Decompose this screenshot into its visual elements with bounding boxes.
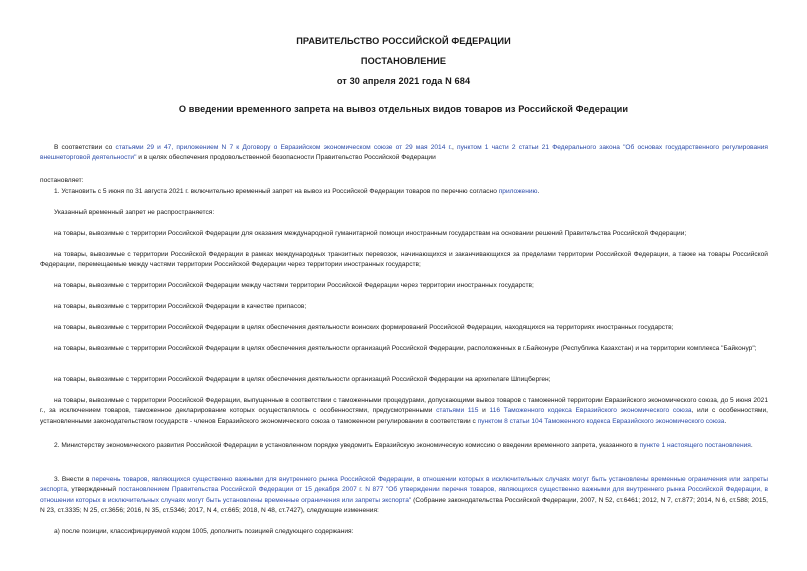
government-heading: ПРАВИТЕЛЬСТВО РОССИЙСКОЙ ФЕДЕРАЦИИ [296,36,511,46]
clause-3-paragraph [40,475,768,517]
clause-1-link[interactable]: пункте 1 настоящего постановления [639,442,751,449]
clause-2-paragraph [40,441,768,451]
article-104-link[interactable]: пунктом 8 статьи 104 Таможенного кодекса Евразийского экономического союза [477,417,725,425]
clause-1-text: 1. Установить с 5 июня по 31 августа 2021 г. включительно временный запрет на вывоз из Российской Федерации товаров по перечню согласно [54,188,499,195]
preamble-text: и в целях обеспечения продовольственной безопасности Правительство Российской Федерации [136,154,436,162]
exception-supplies: на товары, вывозимые с территории Российской Федерации в качестве припасов; [54,303,307,310]
document-type: ПОСТАНОВЛЕНИЕ [360,56,447,66]
clause-3-text: 3. Внести в [54,476,92,483]
exception-transit: на товары, вывозимые с территории Российской Федерации в рамках международных транзитных перевозок, начинающихся и заканчивающихся за пределами территории Российской Федерации, а также на товары Российской Федерации, перемещаемые между частями территории Российской Федерации через территории иностранных государств; [40,251,768,269]
preamble-text: В соответствии со [54,144,116,151]
document-date: от 30 апреля 2021 года N 684 [336,76,471,86]
exception-spitsbergen: на товары, вывозимые с территории Российской Федерации в целях обеспечения деятельности организаций Российской Федерации на архипелаге Шпицберген; [54,376,551,383]
article-115-link[interactable]: статьями 115 [436,407,479,415]
customs-text: на товары, вывозимые с территории Российской Федерации, выпущенные в соответствии с таможенными процедурами, допускающими вывоз товаров с таможенной территории Евразийского экономического союза, до 5 июня 2021 г., за исключением товаров, таможенное декларирование которых осуществлялось с особенностями, предусмотренными [40,397,768,415]
treaty-link[interactable]: статьями 29 и 47, приложением N 7 к Договору о Евразийском экономическом союзе от 29 мая 2014 г. [115,144,452,151]
preamble-text: , [452,144,457,151]
goods-list-link[interactable]: перечень товаров, являющихся существенно важными для внутреннего рынка Российской Федерации, в отношении которых в исключительных случаях могут быть установлены временные ограничения или запреты экспорта [40,476,768,494]
exception-military: на товары, вывозимые с территории Российской Федерации в целях обеспечения деятельности воинских формирований Российской Федерации, находящихся на территориях иностранных государств; [54,324,674,331]
customs-code-link[interactable]: 116 Таможенного кодекса Евразийского экономического союза [489,407,692,415]
customs-text: и [478,407,490,415]
exception-humanitarian: на товары, вывозимые с территории Российской Федерации для оказания международной гуманитарной помощи иностранным государствам на основании решений Правительства Российской Федерации; [54,230,687,237]
document-title: О введении временного запрета на вывоз отдельных видов товаров из Российской Федерации [178,104,629,114]
appendix-link[interactable]: приложению [498,188,538,195]
exception-customs-procedures [40,396,768,427]
clause-1-text: . [537,188,540,195]
clause-3-text: (Собрание законодательства Российской Федерации, 2007, N 52, ст.6461; 2012, N 7, ст.877; 2014, N 6, ст.588; 2015, N 23, ст.3335; N 25, ст.3656; 2016, N 35, ст.5346; 2017, N 4, ст.665; 2018, N 48, ст.7427), следующие изменения: [40,496,768,515]
federal-law-link[interactable]: пунктом 1 части 2 статьи 21 Федерального закона "Об основах государственного регулирования внешнеторговой деятельности" [40,144,769,162]
resolves-paragraph: постановляет: [40,177,84,184]
clause-3-text: , утвержденный [67,486,119,494]
subclause-a-paragraph: а) после позиции, классифицируемой кодом 1005, дополнить позицией следующего содержания: [54,528,354,535]
exception-between-territories: на товары, вывозимые с территории Российской Федерации между частями территории Российской Федерации через территории иностранных государств; [54,282,534,289]
exceptions-intro-paragraph: Указанный временный запрет не распространяется: [54,209,215,216]
exception-baikonur: на товары, вывозимые с территории Российской Федерации в целях обеспечения деятельности организаций Российской Федерации, расположенных в г.Байконуре (Республика Казахстан) и на территории комплекса "Байконур"; [54,345,757,352]
clause-2-text: . [750,442,753,449]
resolution-877-link[interactable]: постановлением Правительства Российской Федерации от 15 декабря 2007 г. N 877 "Об утверждении перечня товаров, являющихся существенно важными для внутреннего рынка Российской Федерации, в отношении которых в исключительных случаях могут быть установлены временные ограничения или запреты экспорта" [40,486,768,504]
customs-text: , или с особенностями, установленными законодательством государств - членов Евразийского экономического союза о таможенном регулировании в соответствии с [40,407,768,425]
customs-text: . [724,417,727,425]
clause-1-paragraph [40,187,768,197]
preamble-paragraph [40,143,768,164]
clause-2-text: 2. Министерству экономического развития Российской Федерации в установленном порядке уведомить Евразийскую экономическую комиссию о введении временного запрета, указанного в [54,442,640,449]
